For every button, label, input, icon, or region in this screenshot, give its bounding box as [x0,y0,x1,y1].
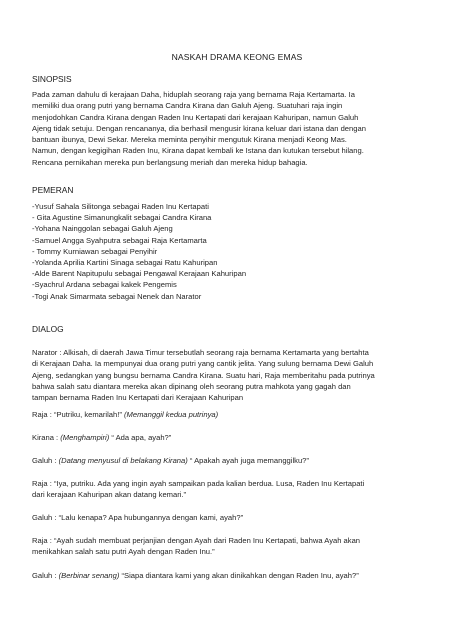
cast-item: -Samuel Angga Syahputra sebagai Raja Kertamarta [32,235,207,245]
narator-paragraph [32,347,444,403]
sinopsis-line: Namun, dengan kegigihan Raden Inu, Kirana dapat kembali ke Istana dan kutukan tersebut hilang. [32,146,364,156]
stage-direction: (Menghampiri) [60,433,110,442]
stage-direction: (Datang menyusul di belakang Kirana) [58,456,188,465]
speaker-label: Galuh : [32,456,59,465]
sinopsis-heading: SINOPSIS [32,74,72,84]
cast-list [32,201,444,302]
dialog-text: “Putriku, kemarilah!” [53,410,125,419]
dialog-galuh-3 [32,570,444,581]
narator-line: Ajeng, sedangkan yang bungsu bernama Candra Kirana. Suatu hari, Raja memberitahu pada putrinya [32,370,375,380]
cast-item: -Yusuf Sahala Silitonga sebagai Raden Inu Kertapati [32,202,209,211]
dialog-line: menikahkan salah satu putri Ayah dengan Raden Inu.” [32,547,215,557]
sinopsis-line: menjodohkan Candra Kirana dengan Raden Inu Kertapati dari kerajaan Kahuripan, namun Galuh [32,112,359,122]
dialog-line: dari kerajaan Kahuripan akan datang kemari.” [32,490,187,500]
narator-line: tampan bernama Raden Inu Kertapati dari Kerajaan Kahuripan [32,393,244,403]
sinopsis-line: memiliki dua orang putri yang bernama Candra Kirana dan Galuh Ajeng. Suatuhari raja ingin [32,101,343,111]
document-title: NASKAH DRAMA KEONG EMAS [171,52,303,62]
dialog-raja-2 [32,478,444,501]
narator-line: bahwa salah satu diantara mereka akan dipinang oleh seorang putra mahkota yang gagah dan [32,381,351,391]
cast-item: - Tommy Kurniawan sebagai Penyihir [32,246,158,256]
dialog-text: “ Ada apa, ayah?” [109,433,172,442]
dialog-galuh-2: Galuh : “Lalu kenapa? Apa hubungannya dengan kami, ayah?” [32,513,244,522]
dialog-raja-3 [32,535,444,558]
dialog-raja-1 [32,409,444,420]
cast-item: - Gita Agustine Simanungkalit sebagai Candra Kirana [32,213,212,223]
dialog-text: “Siapa diantara kami yang akan dinikahkan dengan Raden Inu, ayah?” [119,571,359,580]
dialog-line: Raja : “Iya, putriku. Ada yang ingin ayah sampaikan pada kalian berdua. Lusa, Raden Inu Kertapati [32,479,365,488]
stage-direction: (Berbinar senang) [58,571,120,580]
cast-item: -Alde Barent Napitupulu sebagai Pengawal Kerajaan Kahuripan [32,269,247,279]
narator-line: Narator : Alkisah, di daerah Jawa Timur tersebutlah seorang raja bernama Kertamarta yang bertahta [32,348,369,357]
pemeran-heading: PEMERAN [32,185,74,195]
dialog-kirana-1 [32,432,444,443]
sinopsis-line: Pada zaman dahulu di kerajaan Daha, hiduplah seorang raja yang bernama Raja Kertamarta. Ia [32,90,355,99]
speaker-label: Kirana : [32,433,61,442]
speaker-label: Galuh : [32,571,59,580]
dialog-galuh-1 [32,455,444,466]
sinopsis-line: bantuan ibunya, Dewi Sekar. Mereka meminta penyihir mengutuk Kirana menjadi Keong Mas. [32,135,347,145]
cast-item: -Togi Anak Simarmata sebagai Nenek dan Narator [32,291,202,301]
dialog-heading: DIALOG [32,324,64,334]
cast-item: -Syachrul Ardana sebagai kakek Pengemis [32,280,177,290]
cast-item: -Yolanda Aprilia Kartini Sinaga sebagai Ratu Kahuripan [32,258,218,268]
stage-direction: (Memanggil kedua putrinya) [124,410,219,419]
narator-line: di Kerajaan Daha. Ia mempunyai dua orang putri yang cantik jelita. Yang sulung bernama Dewi Galuh [32,359,374,369]
dialog-line: Raja : “Ayah sudah membuat perjanjian dengan Ayah dari Raden Inu Kertapati, bahwa Ayah akan [32,536,361,545]
dialog-text: “ Apakah ayah juga memanggilku?” [187,456,309,465]
sinopsis-paragraph [32,89,444,168]
cast-item: -Yohana Nainggolan sebagai Galuh Ajeng [32,224,173,234]
sinopsis-line: Rencana pernikahan mereka pun berlangsung meriah dan mereka hidup bahagia. [32,157,308,167]
sinopsis-line: Ajeng tidak setuju. Dengan rencananya, dia berhasil mengusir kirana keluar dari istana dan dengan [32,123,366,133]
speaker-label: Raja : [32,410,54,419]
